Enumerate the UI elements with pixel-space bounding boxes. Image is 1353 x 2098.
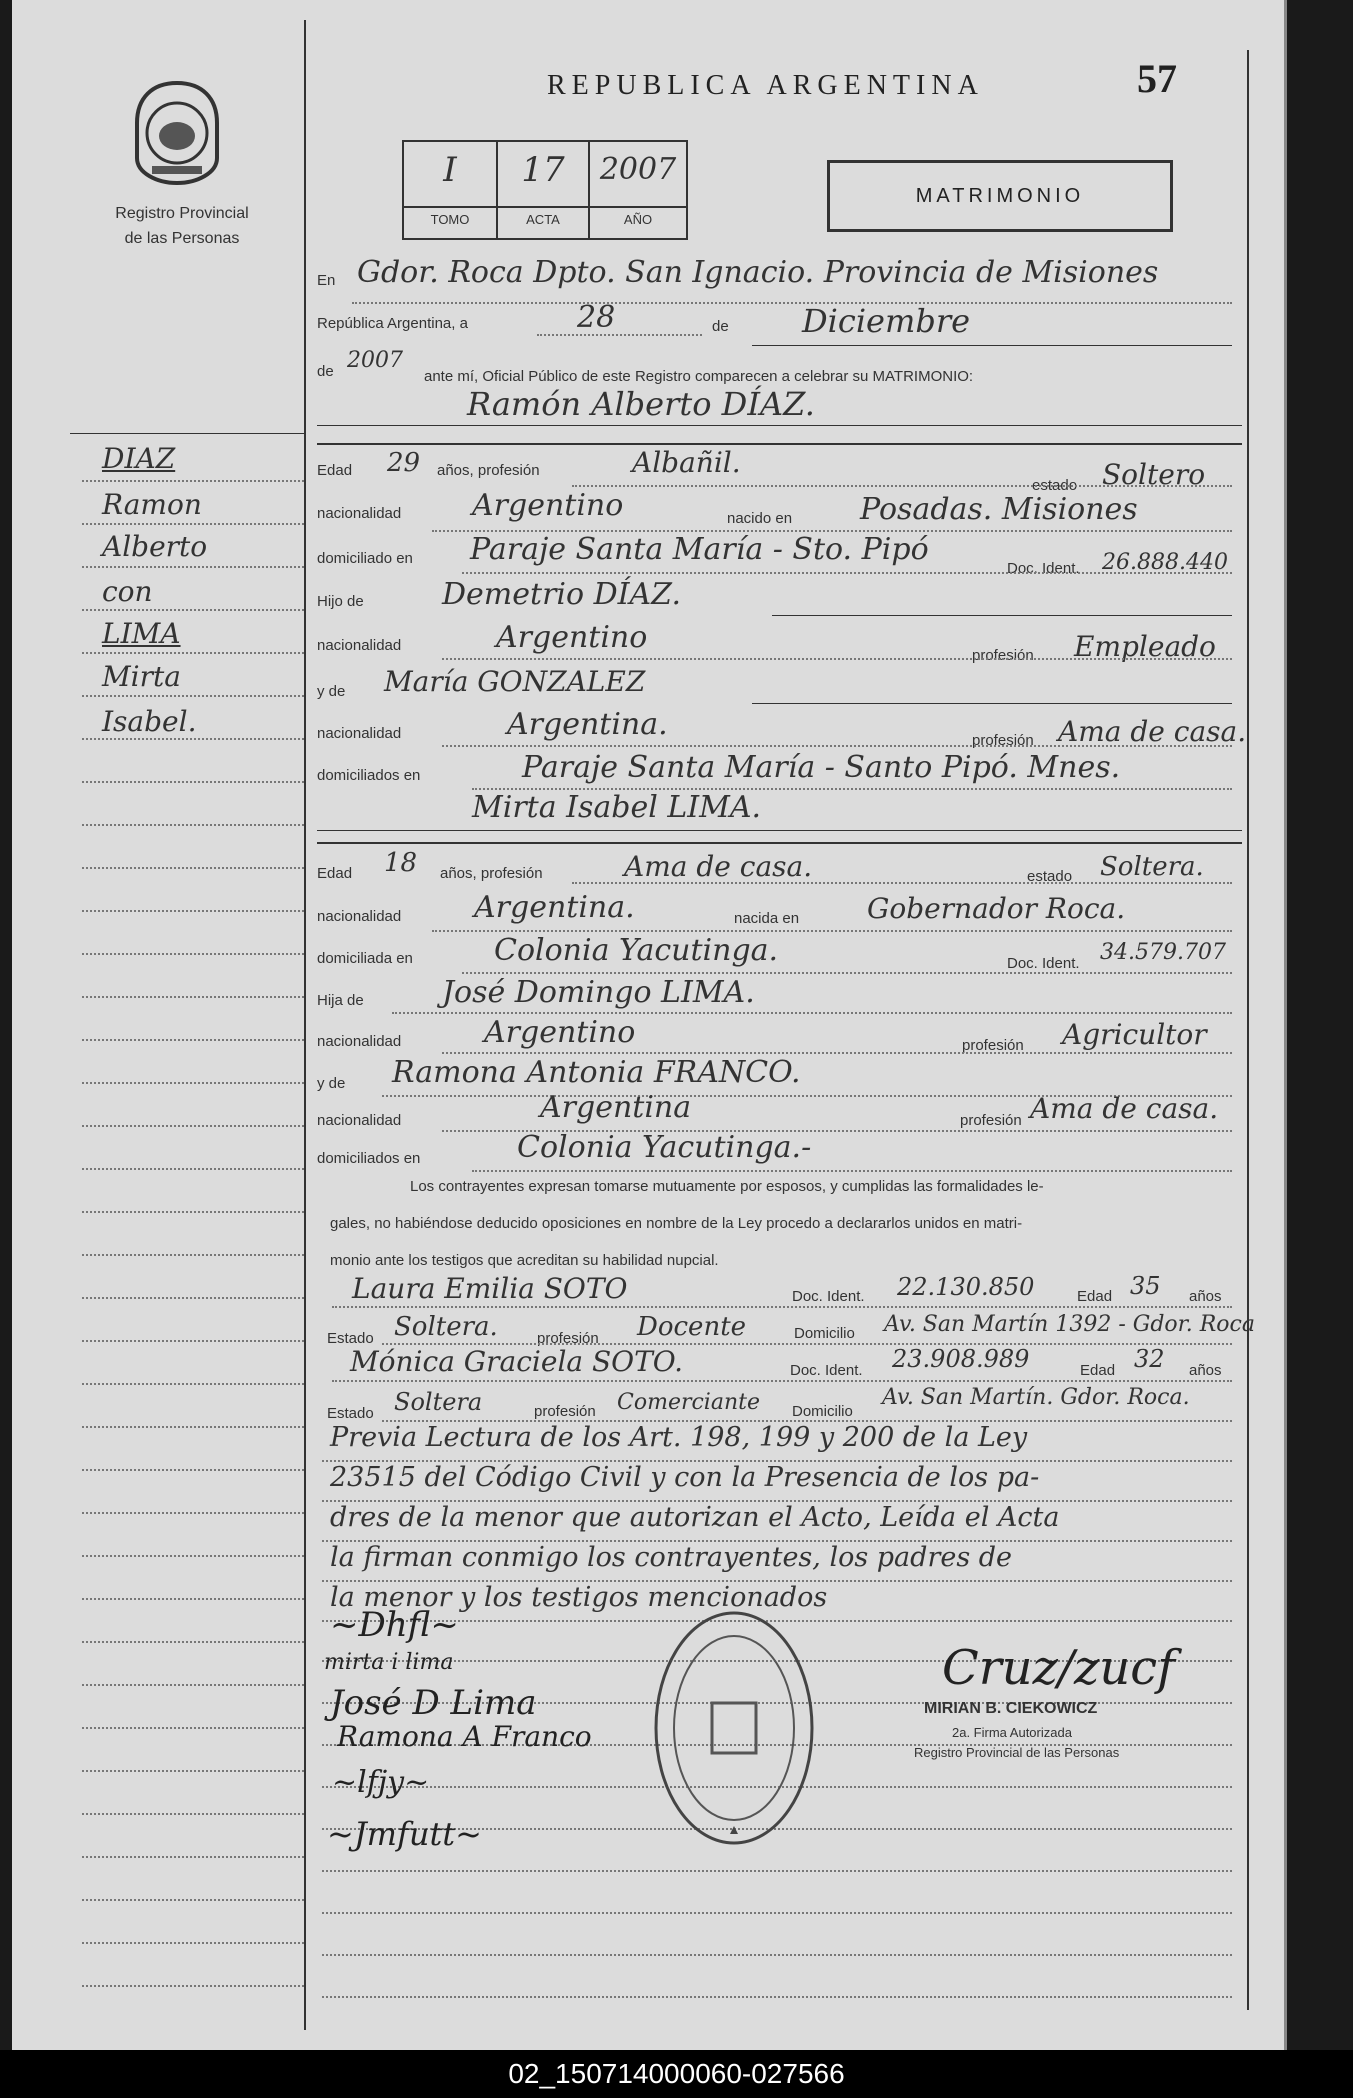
groom-profesion: Albañil. <box>632 446 741 479</box>
official-round-stamp <box>652 1608 817 1848</box>
month-value: Diciembre <box>802 302 971 340</box>
witness1-signature: ~lfjy~ <box>332 1765 430 1800</box>
bride-madre-nac: Argentina <box>540 1090 692 1125</box>
margin-name: Isabel. <box>102 705 197 738</box>
ante-text: ante mí, Oficial Público de este Registro comparecen a celebrar su MATRIMONIO: <box>424 368 974 385</box>
groom-madre-prof: Ama de casa. <box>1058 715 1247 748</box>
groom-name: Ramón Alberto DÍAZ. <box>467 385 815 423</box>
bride-nacionalidad: Argentina. <box>474 890 635 925</box>
bride-prof-label: años, profesión <box>440 865 543 882</box>
witness1-name: Laura Emilia SOTO <box>352 1272 628 1305</box>
registry-name-line2: de las Personas <box>124 230 240 247</box>
witness1-anos-label: años <box>1189 1288 1222 1305</box>
bride-nac-label: nacionalidad <box>317 908 402 925</box>
bride-doc: 34.579.707 <box>1100 940 1226 965</box>
groom-padre-nac-label: nacionalidad <box>317 637 402 654</box>
witness2-dom-label: Domicilio <box>792 1403 853 1420</box>
groom-madre-nac: Argentina. <box>507 707 668 742</box>
right-rule <box>1247 50 1249 2010</box>
bride-domiciliados-label: domiciliados en <box>317 1150 421 1167</box>
groom-madre: María GONZALEZ <box>384 665 646 698</box>
republica-label: República Argentina, a <box>317 315 468 332</box>
witness1-prof-label: profesión <box>537 1330 599 1347</box>
document-page <box>12 0 1287 2050</box>
father-signature: José D Lima <box>330 1683 537 1723</box>
country-title: REPUBLICA ARGENTINA <box>547 70 984 101</box>
witness2-doc: 23.908.989 <box>892 1345 1030 1373</box>
bride-edad-label: Edad <box>317 865 353 882</box>
groom-domiciliados: Paraje Santa María - Santo Pipó. Mnes. <box>522 750 1121 785</box>
witness2-estado-label: Estado <box>327 1405 374 1422</box>
witness2-anos-label: años <box>1189 1362 1222 1379</box>
page-number: 57 <box>1137 56 1177 101</box>
groom-edad: 29 <box>387 448 421 478</box>
place-value: Gdor. Roca Dpto. San Ignacio. Provincia de Misiones <box>357 255 1159 290</box>
note-line: Previa Lectura de los Art. 198, 199 y 200 de la Ley <box>330 1422 1028 1453</box>
witness1-profesion: Docente <box>637 1312 747 1342</box>
witness2-name: Mónica Graciela SOTO. <box>350 1345 684 1378</box>
bride-signature: mirta i lima <box>324 1650 454 1675</box>
bride-domiciliados: Colonia Yacutinga.- <box>517 1130 812 1165</box>
witness2-profesion: Comerciante <box>617 1390 760 1415</box>
bride-dom-label: domiciliada en <box>317 950 413 967</box>
bride-hija-label: Hija de <box>317 992 364 1009</box>
groom-hijo-label: Hijo de <box>317 593 364 610</box>
groom-padre-prof-label: profesión <box>972 647 1034 664</box>
witness1-doc: 22.130.850 <box>897 1273 1035 1301</box>
year-value: 2007 <box>347 348 403 373</box>
bride-madre: Ramona Antonia FRANCO. <box>392 1055 801 1090</box>
note-line: dres de la menor que autorizan el Acto, Leída el Acta <box>330 1502 1060 1533</box>
groom-domiciliados-label: domiciliados en <box>317 767 421 784</box>
note-line: la firman conmigo los contrayentes, los padres de <box>330 1542 1013 1573</box>
doc-type-box: MATRIMONIO <box>827 160 1173 232</box>
groom-yde-label: y de <box>317 683 346 700</box>
groom-estado: Soltero <box>1102 458 1206 491</box>
mother-signature: Ramona A Franco <box>337 1720 592 1753</box>
bride-madre-prof-label: profesión <box>960 1112 1022 1129</box>
groom-madre-nac-label: nacionalidad <box>317 725 402 742</box>
bride-nacida: Gobernador Roca. <box>867 892 1126 925</box>
groom-estado-label: estado <box>1032 477 1078 494</box>
ano-value: 2007 <box>599 152 677 187</box>
official-name: MIRIAN B. CIEKOWICZ <box>924 1700 1098 1717</box>
de2-label: de <box>317 363 334 380</box>
margin-name: con <box>102 575 153 608</box>
margin-rule <box>304 20 306 2030</box>
tomo-box <box>402 140 688 240</box>
de-label: de <box>712 318 729 335</box>
witness1-doc-label: Doc. Ident. <box>792 1288 865 1305</box>
acta-label: ACTA <box>526 212 560 227</box>
bride-estado-label: estado <box>1027 868 1073 885</box>
margin-name: Alberto <box>102 530 208 563</box>
official-title1: 2a. Firma Autorizada <box>952 1725 1072 1740</box>
witness1-estado-label: Estado <box>327 1330 374 1347</box>
bride-padre-prof-label: profesión <box>962 1037 1024 1054</box>
groom-nacido: Posadas. Misiones <box>860 492 1138 527</box>
groom-prof-label: años, profesión <box>437 462 540 479</box>
ano-label: AÑO <box>623 212 653 227</box>
witness1-edad-label: Edad <box>1077 1288 1113 1305</box>
witness2-prof-label: profesión <box>534 1403 596 1420</box>
declaration-line2: gales, no habiéndose deducido oposiciones en nombre de la Ley procedo a declararlos unidos en matri- <box>330 1215 1023 1232</box>
groom-nacionalidad: Argentino <box>472 488 624 523</box>
tomo-value: I <box>443 150 457 190</box>
groom-signature: ~Dhfl~ <box>330 1605 459 1645</box>
official-signature: Cruz/zucf <box>942 1640 1175 1696</box>
groom-padre: Demetrio DÍAZ. <box>442 577 682 612</box>
bride-domicilio: Colonia Yacutinga. <box>494 933 779 968</box>
bride-doc-label: Doc. Ident. <box>1007 955 1080 972</box>
groom-domicilio: Paraje Santa María - Sto. Pipó <box>470 532 929 567</box>
groom-doc: 26.888.440 <box>1102 550 1228 575</box>
witness2-doc-label: Doc. Ident. <box>790 1362 863 1379</box>
groom-madre-prof-label: profesión <box>972 732 1034 749</box>
registry-seal-icon <box>132 78 222 188</box>
bride-edad: 18 <box>384 848 418 878</box>
bride-estado: Soltera. <box>1100 852 1204 882</box>
groom-padre-prof: Empleado <box>1074 630 1216 663</box>
witness1-domicilio: Av. San Martín 1392 - Gdor. Roca <box>884 1312 1255 1337</box>
margin-name: DIAZ <box>102 442 176 475</box>
bride-padre-prof: Agricultor <box>1062 1018 1207 1051</box>
en-label: En <box>317 272 336 289</box>
bride-name: Mirta Isabel LIMA. <box>472 790 762 825</box>
footer-code: 02_150714000060-027566 <box>0 2050 1353 2098</box>
witness1-edad: 35 <box>1130 1272 1161 1300</box>
registry-name-line1: Registro Provincial <box>115 205 249 222</box>
witness1-dom-label: Domicilio <box>794 1325 855 1342</box>
groom-edad-label: Edad <box>317 462 353 479</box>
bride-madre-prof: Ama de casa. <box>1030 1092 1219 1125</box>
declaration-line1: Los contrayentes expresan tomarse mutuamente por esposos, y cumplidas las formalidades le- <box>410 1178 1044 1195</box>
margin-name: LIMA <box>102 617 181 650</box>
groom-dom-label: domiciliado en <box>317 550 413 567</box>
declaration-line3: monio ante los testigos que acreditan su habilidad nupcial. <box>330 1252 719 1269</box>
acta-value: 17 <box>521 150 565 190</box>
witness2-edad-label: Edad <box>1080 1362 1116 1379</box>
witness2-signature: ~Jmfutt~ <box>327 1815 482 1853</box>
bride-profesion: Ama de casa. <box>624 850 813 883</box>
note-line: la menor y los testigos mencionados <box>330 1582 828 1613</box>
groom-doc-label: Doc. Ident. <box>1007 560 1080 577</box>
groom-padre-nac: Argentino <box>496 620 648 655</box>
official-title2: Registro Provincial de las Personas <box>914 1745 1120 1760</box>
bride-padre-nac: Argentino <box>484 1015 636 1050</box>
groom-nacido-label: nacido en <box>727 510 793 527</box>
bride-padre-nac-label: nacionalidad <box>317 1033 402 1050</box>
groom-nac-label: nacionalidad <box>317 505 402 522</box>
tomo-label: TOMO <box>430 212 470 227</box>
witness2-estado: Soltera <box>394 1388 483 1416</box>
bride-madre-nac-label: nacionalidad <box>317 1112 402 1129</box>
bride-nacida-label: nacida en <box>734 910 800 927</box>
note-line: 23515 del Código Civil y con la Presencia de los pa- <box>330 1462 1040 1493</box>
day-value: 28 <box>577 300 616 335</box>
bride-yde-label: y de <box>317 1075 346 1092</box>
witness1-estado: Soltera. <box>394 1312 498 1342</box>
margin-name: Mirta <box>102 660 181 693</box>
witness2-domicilio: Av. San Martín. Gdor. Roca. <box>882 1385 1190 1410</box>
witness2-edad: 32 <box>1134 1345 1165 1373</box>
bride-padre: José Domingo LIMA. <box>442 975 755 1010</box>
margin-name: Ramon <box>102 488 202 521</box>
